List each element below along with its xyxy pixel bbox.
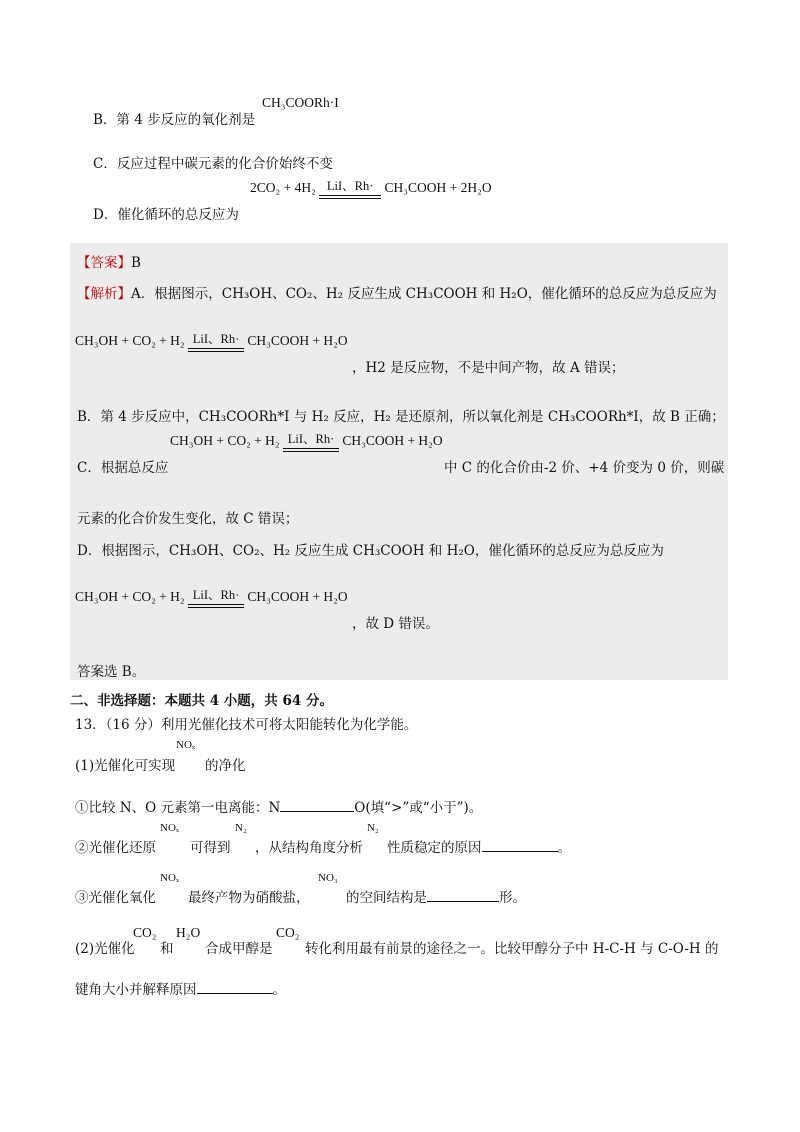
answer-blank[interactable] bbox=[482, 839, 558, 852]
q13-sub1 bbox=[75, 796, 482, 816]
option-b-formula: CH₃COORh·I bbox=[262, 95, 339, 110]
analysis-line-a bbox=[77, 282, 717, 302]
equation-lhs: CH₃OH + CO₂ + H₂ bbox=[170, 433, 280, 448]
nox-formula: NOₓ bbox=[160, 872, 180, 884]
catalyst-label: LiI、Rh· bbox=[192, 588, 240, 602]
option-d-equation bbox=[250, 178, 492, 199]
q13-sub2-d bbox=[387, 836, 571, 856]
q13-sub2-a: ②光催化还原 bbox=[75, 840, 156, 856]
equation-lhs: CH₃OH + CO₂ + H₂ bbox=[75, 589, 185, 604]
q13-sub3-b: 最终产物为硝酸盐， bbox=[188, 890, 310, 906]
section-heading: 二、非选择题：本题共 4 小题，共 64 分。 bbox=[70, 693, 333, 709]
n2-formula: N₂ bbox=[367, 822, 379, 834]
equation-rhs: CH₃COOH + H₂O bbox=[342, 433, 443, 448]
analysis-c-end: 中 C 的化合价由-2 价、+4 价变为 0 价，则碳 bbox=[444, 460, 725, 476]
option-d-text: D．催化循环的总反应为 bbox=[93, 207, 239, 223]
analysis-equation-2 bbox=[170, 431, 443, 452]
equation-arrow bbox=[283, 433, 339, 452]
q13-sub3-d: 形。 bbox=[499, 890, 526, 906]
q13-sub2-d-text: 性质稳定的原因 bbox=[387, 840, 482, 856]
q13-part2-end: 。 bbox=[272, 982, 286, 998]
q13-part2-b: 和 bbox=[160, 941, 174, 957]
analysis-tag: 【解析】 bbox=[77, 286, 131, 302]
answer-blank[interactable] bbox=[427, 889, 499, 902]
q13-sub2-e: 。 bbox=[557, 840, 571, 856]
equation-arrow bbox=[319, 180, 381, 199]
q13-sub2-b: 可得到 bbox=[190, 840, 231, 856]
option-b bbox=[93, 108, 255, 128]
equation-rhs: CH₃COOH + H₂O bbox=[247, 589, 348, 604]
q13-sub3-a: ③光催化氧化 bbox=[75, 890, 156, 906]
q13-sub1-end: O(填“>”或“小于”)。 bbox=[354, 800, 483, 816]
q13-part1-end: 的净化 bbox=[205, 758, 246, 774]
co2-formula: CO₂ bbox=[133, 925, 157, 940]
answer-value: B bbox=[131, 255, 141, 271]
equation-arrow bbox=[188, 589, 244, 608]
analysis-a-text: A．根据图示，CH₃OH、CO₂、H₂ 反应生成 CH₃COOH 和 H₂O，催化循环的总反应为总反应为 bbox=[131, 286, 717, 302]
analysis-c-cont: 元素的化合价发生变化，故 C 错误； bbox=[77, 511, 299, 527]
equation-rhs: CH₃COOH + 2H₂O bbox=[384, 180, 492, 195]
option-c bbox=[93, 152, 333, 172]
analysis-a-end: ，H2 是反应物，不是中间产物，故 A 错误； bbox=[352, 360, 625, 376]
q13-sub1-text: ①比较 N、O 元素第一电离能：N bbox=[75, 800, 281, 816]
q13-part2-cont bbox=[75, 978, 286, 998]
q13-part1-text: (1)光催化可实现 bbox=[75, 758, 176, 774]
q13-part2-d: 转化利用最有前景的途径之一。比较甲醇分子中 H-C-H 与 C-O-H 的 bbox=[305, 941, 719, 957]
q13-part1 bbox=[75, 754, 175, 774]
catalyst-label: LiI、Rh· bbox=[326, 179, 374, 193]
answer-line bbox=[77, 251, 141, 271]
answer-blank[interactable] bbox=[280, 799, 354, 812]
h2o-formula: H₂O bbox=[176, 925, 201, 940]
q13-sub3-c bbox=[346, 886, 526, 906]
answer-tag: 【答案】 bbox=[77, 255, 131, 271]
q13-sub3-c-text: 的空间结构是 bbox=[346, 890, 427, 906]
nox-formula: NOₓ bbox=[160, 822, 180, 834]
catalyst-label: LiI、Rh· bbox=[192, 332, 240, 346]
no3-formula: NO₃ bbox=[318, 872, 338, 884]
n2-formula: N₂ bbox=[235, 822, 247, 834]
equation-lhs: 2CO₂ + 4H₂ bbox=[250, 180, 316, 195]
analysis-line-d: D．根据图示，CH₃OH、CO₂、H₂ 反应生成 CH₃COOH 和 H₂O，催化循环的总反应为总反应为 bbox=[77, 543, 664, 559]
q13-part2-cont-text: 键角大小并解释原因 bbox=[75, 982, 197, 998]
q13-stem: 13．（16 分）利用光催化技术可将太阳能转化为化学能。 bbox=[75, 717, 418, 733]
answer-blank[interactable] bbox=[197, 981, 273, 994]
q13-sub2-c: ，从结构角度分析 bbox=[255, 840, 363, 856]
co2-formula: CO₂ bbox=[276, 925, 300, 940]
q13-part2-a: (2)光催化 bbox=[75, 941, 135, 957]
equation-rhs: CH₃COOH + H₂O bbox=[247, 333, 348, 348]
analysis-d-end: ，故 D 错误。 bbox=[352, 616, 439, 632]
analysis-c-start: C．根据总反应 bbox=[77, 460, 169, 476]
option-b-text: B．第 4 步反应的氧化剂是 bbox=[93, 112, 256, 128]
equation-lhs: CH₃OH + CO₂ + H₂ bbox=[75, 333, 185, 348]
option-c-text: C．反应过程中碳元素的化合价始终不变 bbox=[93, 156, 333, 172]
analysis-conclusion: 答案选 B。 bbox=[77, 664, 146, 680]
analysis-equation-3 bbox=[75, 587, 348, 608]
option-d bbox=[93, 203, 239, 223]
catalyst-label: LiI、Rh· bbox=[287, 432, 335, 446]
analysis-equation-1 bbox=[75, 331, 348, 352]
nox-formula: NOₓ bbox=[176, 739, 196, 751]
analysis-line-b: B．第 4 步反应中，CH₃COORh*I 与 H₂ 反应，H₂ 是还原剂，所以氧化剂是 CH₃COORh*I，故 B 正确； bbox=[77, 409, 725, 425]
q13-part2-c: 合成甲醇是 bbox=[205, 941, 273, 957]
equation-arrow bbox=[188, 333, 244, 352]
